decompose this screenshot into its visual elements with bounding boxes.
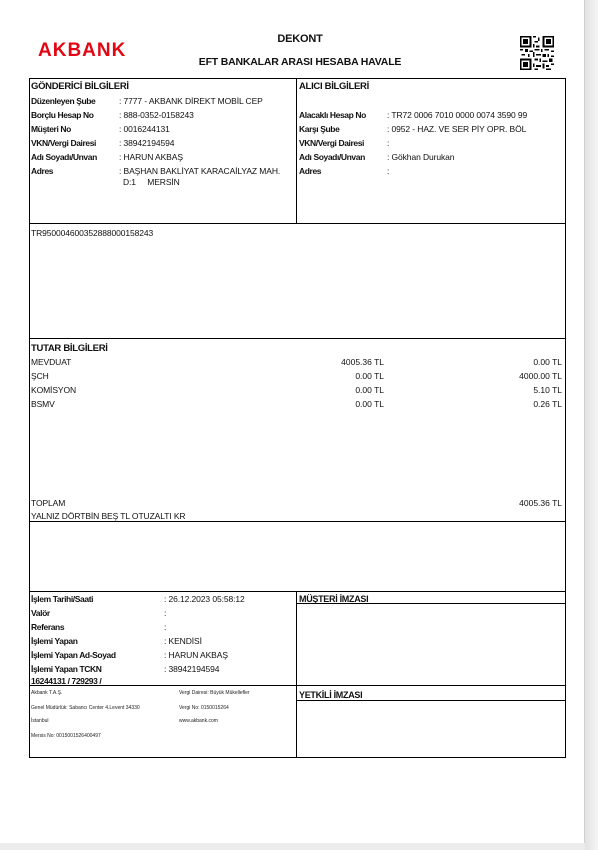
amount-label: KOMİSYON — [31, 385, 77, 395]
footer-headquarters: Genel Müdürlük: Sabancı Center 4.Levent 34330 — [31, 705, 140, 711]
transaction-bottom-line — [29, 685, 566, 686]
sender-label: Adres — [31, 166, 54, 176]
transaction-value: : HARUN AKBAŞ — [164, 650, 228, 660]
transaction-description: TR950004600352888000158243 — [31, 228, 154, 238]
sender-value: : BAŞHAN BAKLİYAT KARACAİLYAZ MAH. — [119, 166, 281, 176]
amount-col2: 5.10 TL — [533, 385, 562, 395]
sender-value: : 0016244131 — [119, 124, 170, 134]
transaction-value: : — [164, 608, 167, 618]
footer-mersis: Mersis No: 0015001526400497 — [31, 733, 101, 739]
customer-signature-title: MÜŞTERİ İMZASI — [299, 594, 369, 604]
document-subtitle: EFT BANKALAR ARASI HESABA HAVALE — [198, 56, 402, 68]
footer-tax-office: Vergi Dairesi: Büyük Mükellefler — [179, 690, 250, 696]
description-bottom-line — [29, 338, 566, 339]
transaction-reference-line: 16244131 / 729293 / — [31, 676, 102, 686]
transaction-value: : 38942194594 — [164, 664, 220, 674]
authorized-signature-title: YETKİLİ İMZASI — [299, 690, 363, 700]
sender-value: : 7777 - AKBANK DİREKT MOBİL CEP — [119, 96, 263, 106]
total-label: TOPLAM — [31, 498, 66, 508]
sender-value: : 38942194594 — [119, 138, 175, 148]
receiver-value: : — [387, 166, 390, 176]
transaction-label: İşlemi Yapan — [31, 636, 78, 646]
transaction-label: İşlemi Yapan Ad-Soyad — [31, 650, 116, 660]
transaction-label: İşlem Tarihi/Saati — [31, 594, 94, 604]
transaction-label: Referans — [31, 622, 65, 632]
info-bottom-line — [29, 223, 566, 224]
sender-value: : HARUN AKBAŞ — [119, 152, 183, 162]
receiver-label: Adı Soyadı/Unvan — [299, 152, 365, 162]
total-value: 4005.36 TL — [519, 498, 562, 508]
amount-label: BSMV — [31, 399, 55, 409]
amount-col2: 0.00 TL — [533, 357, 562, 367]
receiver-value: : Gökhan Durukan — [387, 152, 455, 162]
receiver-label: Karşı Şube — [299, 124, 340, 134]
sender-label: Müşteri No — [31, 124, 71, 134]
receiver-title: ALICI BİLGİLERİ — [299, 81, 369, 92]
sender-value: : 888-0352-0158243 — [119, 110, 194, 120]
document-title: DEKONT — [277, 33, 323, 45]
footer-tax-no: Vergi No: 0150015264 — [179, 705, 229, 711]
sender-label: VKN/Vergi Dairesi — [31, 138, 97, 148]
blank-area-bottom-line — [29, 591, 566, 592]
transaction-label: Valör — [31, 608, 50, 618]
amount-col2: 0.26 TL — [533, 399, 562, 409]
sender-label: Adı Soyadı/Unvan — [31, 152, 97, 162]
authorized-title-underline — [296, 700, 566, 701]
sender-title: GÖNDERİCİ BİLGİLERİ — [31, 81, 129, 92]
transaction-label: İşlemi Yapan TCKN — [31, 664, 102, 674]
receiver-value: : 0952 - HAZ. VE SER PİY OPR. BÖL — [387, 124, 527, 134]
amounts-bottom-line — [29, 521, 566, 522]
signature-divider — [296, 591, 297, 758]
transaction-value: : 26.12.2023 05:58:12 — [164, 594, 245, 604]
sender-label: Borçlu Hesap No — [31, 110, 94, 120]
footer-website: www.akbank.com — [179, 718, 218, 724]
info-divider — [296, 78, 297, 223]
page-shadow — [585, 0, 598, 850]
receiver-value: : TR72 0006 7010 0000 0074 3590 99 — [387, 110, 528, 120]
receiver-label: Alacaklı Hesap No — [299, 110, 366, 120]
amount-col1: 0.00 TL — [355, 371, 384, 381]
receiver-label: VKN/Vergi Dairesi — [299, 138, 365, 148]
receiver-value: : — [387, 138, 390, 148]
amount-in-words: YALNIZ DÖRTBİN BEŞ TL OTUZALTI KR — [31, 511, 186, 521]
amount-col1: 4005.36 TL — [341, 357, 384, 367]
transaction-value: : — [164, 622, 167, 632]
amounts-title: TUTAR BİLGİLERİ — [31, 343, 108, 354]
akbank-logo: AKBANK — [38, 40, 127, 61]
amount-label: ŞCH — [31, 371, 49, 381]
footer-city: İstanbul — [31, 718, 49, 724]
sender-label: Düzenleyen Şube — [31, 96, 96, 106]
footer-company: Akbank T.A.Ş. — [31, 690, 63, 696]
qr-code-icon — [520, 36, 554, 70]
transaction-value: : KENDİSİ — [164, 636, 202, 646]
sender-address-line2: D:1 MERSİN — [123, 177, 180, 187]
receiver-label: Adres — [299, 166, 322, 176]
amount-col1: 0.00 TL — [355, 385, 384, 395]
page-bottom-edge — [0, 843, 585, 850]
amount-label: MEVDUAT — [31, 357, 72, 367]
amount-col2: 4000.00 TL — [519, 371, 562, 381]
amount-col1: 0.00 TL — [355, 399, 384, 409]
